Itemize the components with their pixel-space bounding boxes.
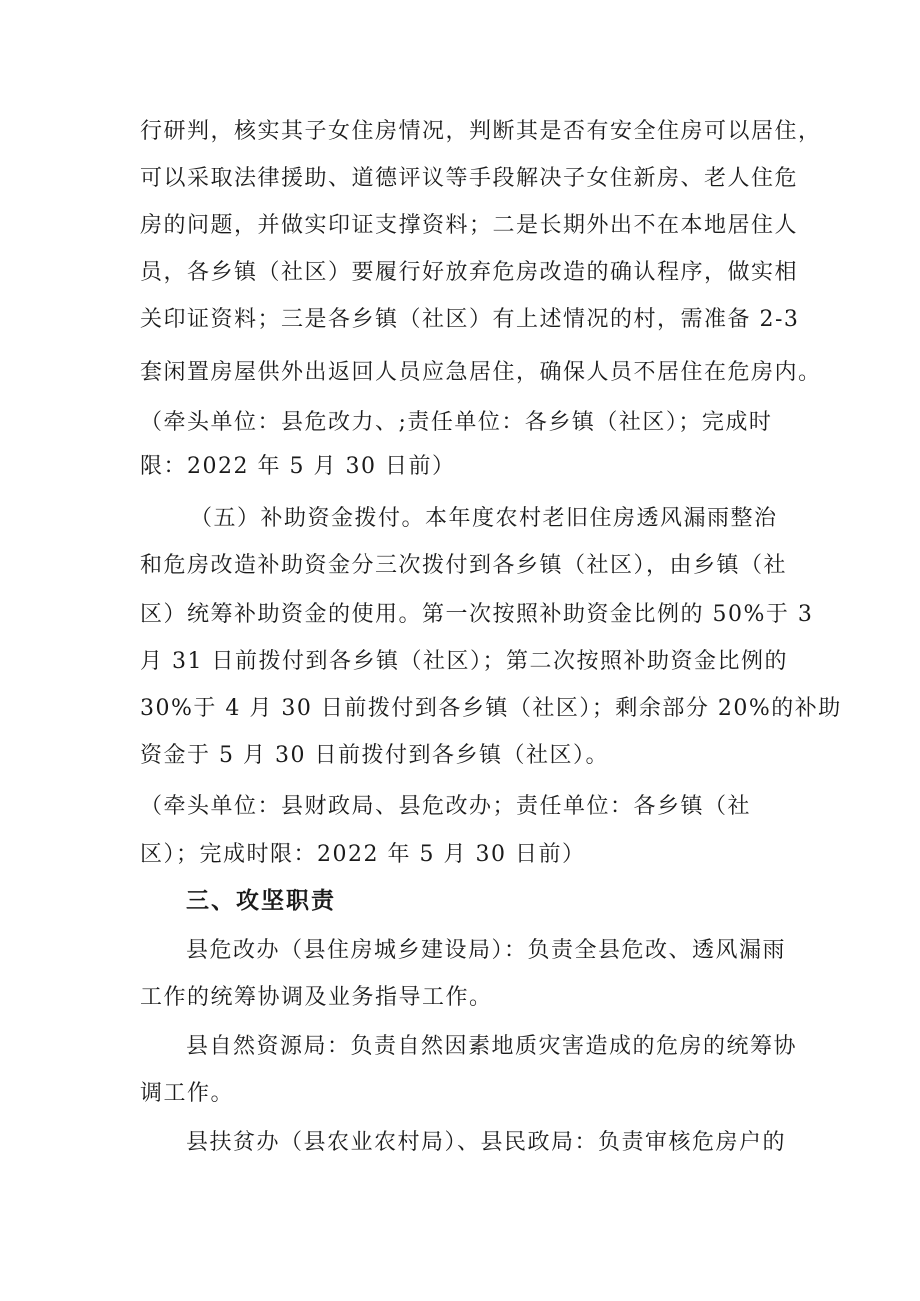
paragraph-line: 员，各乡镇（社区）要履行好放弃危房改造的确认程序，做实相	[140, 260, 799, 285]
paragraph-line: 房的问题，并做实印证支撑资料；二是长期外出不在本地居住人	[140, 213, 799, 238]
section-five-line: 区）统筹补助资金的使用。第一次按照补助资金比例的 50%于 3	[140, 602, 814, 627]
section-five-line: 和危房改造补助资金分三次拨付到各乡镇（社区），由乡镇（社	[140, 553, 788, 578]
section-heading: 三、攻坚职责	[186, 888, 336, 914]
responsibility-note: （牵头单位：县财政局、县危改办；责任单位：各乡镇（社	[140, 794, 752, 819]
paragraph-line: 关印证资料；三是各乡镇（社区）有上述情况的村，需准备 2-3	[140, 307, 800, 332]
section-five-line: 30%于 4 月 30 日前拨付到各乡镇（社区）；剩余部分 20%的补助	[140, 696, 842, 721]
paragraph-line: 套闲置房屋供外出返回人员应急居住，确保人员不居住在危房内。	[140, 360, 822, 385]
duty-line: 调工作。	[140, 1081, 235, 1106]
duty-line: 工作的统筹协调及业务指导工作。	[140, 985, 493, 1010]
paragraph-line: 可以采取法律援助、道德评议等手段解决子女住新房、老人住危	[140, 166, 799, 191]
section-five-line: （五）补助资金拨付。本年度农村老旧住房透风漏雨整治	[190, 506, 778, 531]
responsibility-note: 区）；完成时限：2022 年 5 月 30 日前）	[140, 842, 586, 867]
section-five-line: 资金于 5 月 30 日前拨付到各乡镇（社区）。	[140, 743, 609, 768]
duty-line: 县扶贫办（县农业农村局）、县民政局：负责审核危房户的	[186, 1130, 787, 1155]
paragraph-line: 行研判，核实其子女住房情况，判断其是否有安全住房可以居住，	[140, 119, 822, 144]
responsibility-note: （牵头单位：县危改力、;责任单位：各乡镇（社区）；完成时	[140, 410, 773, 435]
duty-line: 县危改办（县住房城乡建设局）：负责全县危改、透风漏雨	[186, 938, 787, 963]
section-five-line: 月 31 日前拨付到各乡镇（社区）；第二次按照补助资金比例的	[140, 649, 788, 674]
responsibility-note: 限：2022 年 5 月 30 日前）	[140, 454, 456, 479]
duty-line: 县自然资源局：负责自然因素地质灾害造成的危房的统筹协	[186, 1034, 798, 1059]
